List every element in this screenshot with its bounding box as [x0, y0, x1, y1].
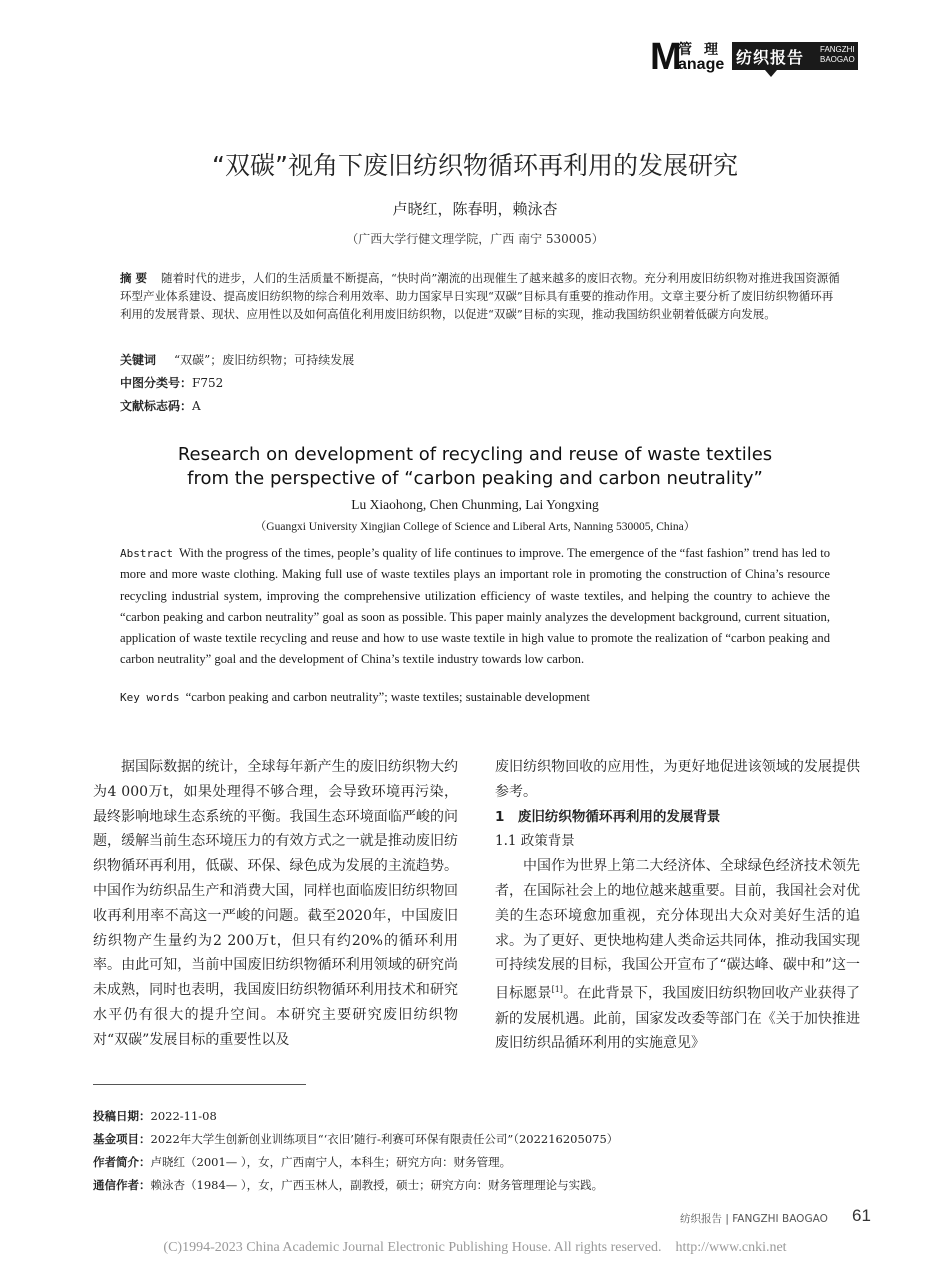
abstract-en	[120, 543, 830, 671]
logo-en: FANGZHI BAOGAO	[820, 45, 855, 64]
section-heading-1: 1 废旧纺织物循环再利用的发展背景	[495, 808, 721, 825]
section-heading-1-1: 1.1 政策背景	[495, 833, 575, 850]
doc-code: 文献标志码：A	[120, 399, 201, 413]
body-column-left: 据国际数据的统计，全球每年新产生的废旧纺织物大约为4 000万t，如果处理得不够合理，会导致环境再污染，最终影响地球生态系统的平衡。我国生态环境面临严峻的问题，缓解当前生态环境压力的有效方式之一就是推动废旧纺织物循环再利用，低碳、环保、绿色成为发展的主流趋势。中国作为纺织品生产和消费大国，同样也面临废旧纺织物回收再利用率不高这一严峻的问题。截至2020年，中国废旧纺织物产生量约为2 200万t，但只有约20%的循环利用率。由此可知，当前中国废旧纺织物循环利用领域的研究尚未成熟，同时也表明，我国废旧纺织物循环利用技术和研究水平仍有很大的提升空间。本研究主要研究废旧纺织物对“双碳”发展目标的重要性以及	[93, 759, 458, 1048]
page-number: 61	[852, 1206, 871, 1225]
journal-logo	[650, 38, 860, 78]
body-continuation: 废旧纺织物回收的应用性，为更好地促进该领域的发展提供参考。	[495, 759, 860, 800]
body-column-right	[495, 755, 860, 1056]
page-title: “双碳”视角下废旧纺织物循环再利用的发展研究	[212, 151, 738, 180]
affiliation-cn: （广西大学行健文理学院，广西 南宁 530005）	[346, 232, 604, 246]
footnote-corresponding: 通信作者：赖泳杏（1984— ），女，广西玉林人，副教授，硕士；研究方向：财务管理理论与实践。	[93, 1178, 604, 1192]
authors-cn: 卢晓红，陈春明，赖泳杏	[392, 200, 558, 218]
abstract-cn-text: 随着时代的进步，人们的生活质量不断提高，“快时尚”潮流的出现催生了越来越多的废旧衣物。充分利用废旧纺织物对推进我国资源循环型产业体系建设、提高废旧纺织物的综合利用效率、助力国家早日实现“双碳”目标具有重要的推动作用。文章主要分析了废旧纺织物循环再利用的发展背景、现状、应用性以及如何高值化利用废旧纺织物，以促进“双碳”目标的实现，推动我国纺织业朝着低碳方向发展。	[120, 271, 840, 321]
footnote-author: 作者简介：卢晓红（2001— ），女，广西南宁人，本科生；研究方向：财务管理。	[93, 1155, 512, 1169]
abstract-cn	[120, 269, 840, 323]
abstract-cn-label: 摘 要	[120, 271, 148, 285]
body-paragraph: 中国作为世界上第二大经济体、全球绿色经济技术领先者，在国际社会上的地位越来越重要。目前，我国社会对优美的生态环境愈加重视，充分体现出大众对美好生活的追求。为了更好、更快地构建人类命运共同体，推动我国实现可持续发展的目标，我国公开宣布了“碳达峰、碳中和”这一目标愿景[1]。在此背景下，我国废旧纺织物回收产业获得了新的发展机遇。此前，国家发改委等部门在《关于加快推进废旧纺织品循环利用的实施意见》	[495, 858, 861, 1052]
footnote-received: 投稿日期：2022-11-08	[93, 1109, 217, 1123]
authors-en: Lu Xiaohong, Chen Chunming, Lai Yongxing	[351, 497, 599, 512]
footnote-divider	[93, 1084, 306, 1085]
logo-pointer-icon	[765, 70, 777, 77]
keywords-en: Key words “carbon peaking and carbon neutrality”; waste textiles; sustainable development	[120, 690, 590, 704]
logo-cn: 纺织报告	[736, 48, 805, 67]
running-footer: 纺织报告 | FANGZHI BAOGAO	[680, 1213, 828, 1225]
logo-anage: anage	[678, 56, 725, 73]
affiliation-en: （Guangxi University Xingjian College of Science and Liberal Arts, Nanning 530005, China）	[254, 521, 696, 533]
abstract-en-label: Abstract	[120, 547, 173, 560]
title-en: Research on development of recycling and reuse of waste textiles from the perspective of “carbon peaking and carbon neutrality”	[177, 444, 773, 489]
keywords-cn: 关键词 “双碳”；废旧纺织物；可持续发展	[120, 353, 355, 367]
clc-code: 中图分类号：F752	[120, 376, 224, 390]
logo-guanli: 管理	[678, 42, 730, 58]
logo-badge	[732, 42, 858, 70]
reference-link[interactable]: [1]	[551, 985, 563, 995]
copyright-notice: (C)1994-2023 China Academic Journal Electronic Publishing House. All rights reserved. http://www.cnki.net	[163, 1240, 787, 1255]
abstract-en-text: With the progress of the times, people’s quality of life continues to improve. The emergence of the “fast fashion” trend has led to more and more waste clothing. Making full use of waste textiles plays an important role in promoting the construction of China’s resource recycling industrial system, improving the comprehensive utilization efficiency of waste textiles, and helping the country to achieve the “carbon peaking and carbon neutrality” goal as soon as possible. This paper mainly analyzes the development background, current situation, application of waste textile recycling and reuse and how to use waste textile in high value to promote the realization of “carbon peaking and carbon neutrality” goal and the development of China’s textile industry towards low carbon.	[120, 546, 830, 667]
footnote-fund: 基金项目：2022年大学生创新创业训练项目“‘衣旧’随行-利赛可环保有限责任公司”（202216205075）	[93, 1132, 619, 1146]
footnotes	[93, 1105, 893, 1197]
logo-m: M	[650, 36, 682, 78]
